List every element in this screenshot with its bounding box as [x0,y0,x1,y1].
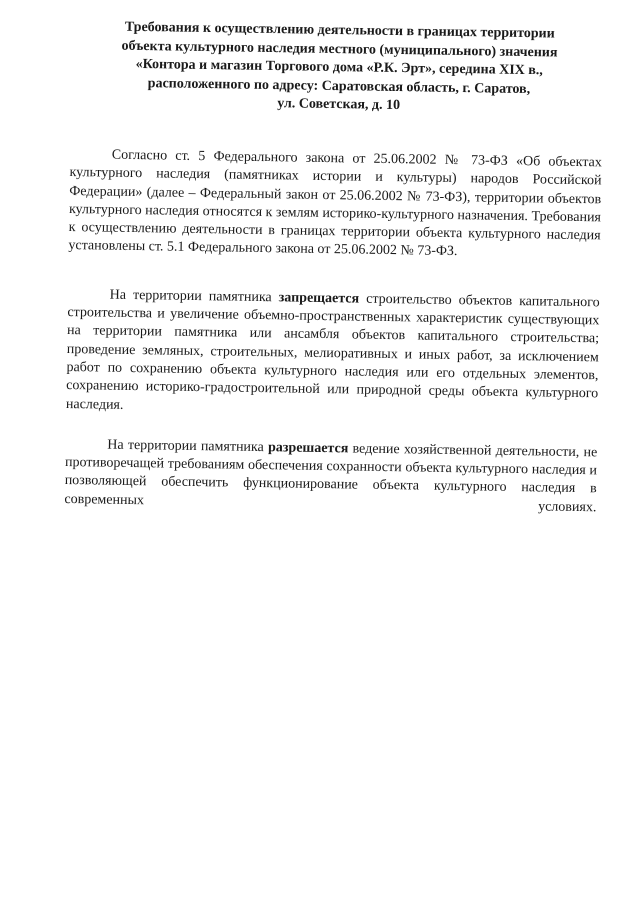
permitted-keyword: разрешается [267,440,349,457]
title-line-2: объекта культурного наследия местного (муниципального) значения [121,38,558,61]
paragraph-prohibited [66,286,600,422]
title-line-3: «Контора и магазин Торгового дома «Р.К. Эрт», середина XIX в., [135,56,543,79]
permitted-text: ведение хозяйственной деятельности, не противоречащей требованиям обеспечения сохранности объекта культурного наследия и позволяющей обеспечить функционирование объекта культурного наследия в современных условиях. [64,441,598,516]
document-title [79,18,600,119]
title-line-4: расположенного по адресу: Саратовская область, г. Саратов, [147,75,531,97]
title-line-5: ул. Советская, д. 10 [277,96,401,114]
title-line-1: Требования к осуществлению деятельности в границах территории [124,19,555,42]
paragraph-legal-basis: Согласно ст. 5 Федерального закона от 25.06.2002 № 73-ФЗ «Об объектах культурного наследия (памятниках истории и культуры) народов Российской Федерации» (далее – Федеральный закон от 25.06.2002 № 73-ФЗ), территории объектов культурного наследия относятся к землям историко-культурного назначения. Требования к осуществлению деятельности в границах территории объекта культурного наследия установлены ст. 5.1 Федерального закона от 25.06.2002 № 73-ФЗ. [68,147,602,260]
prohibited-text: строительство объектов капитального строительства и увеличение объемно-пространственных характеристик существующих на территории памятника или ансамбля объектов капитального строительства; проведение земляных, строительных, мелиоративных и иных работ, за исключением работ по сохранению объекта культурного наследия или его отдельных элементов, сохранению историко-градостроительной или природной среды объекта культурного наследия. [65,291,600,413]
paragraph-permitted [64,436,597,518]
prohibited-lead: На территории памятника [109,287,272,305]
permitted-lead: На территории памятника [107,437,264,455]
document-body [64,146,602,517]
prohibited-keyword: запрещается [278,290,360,307]
